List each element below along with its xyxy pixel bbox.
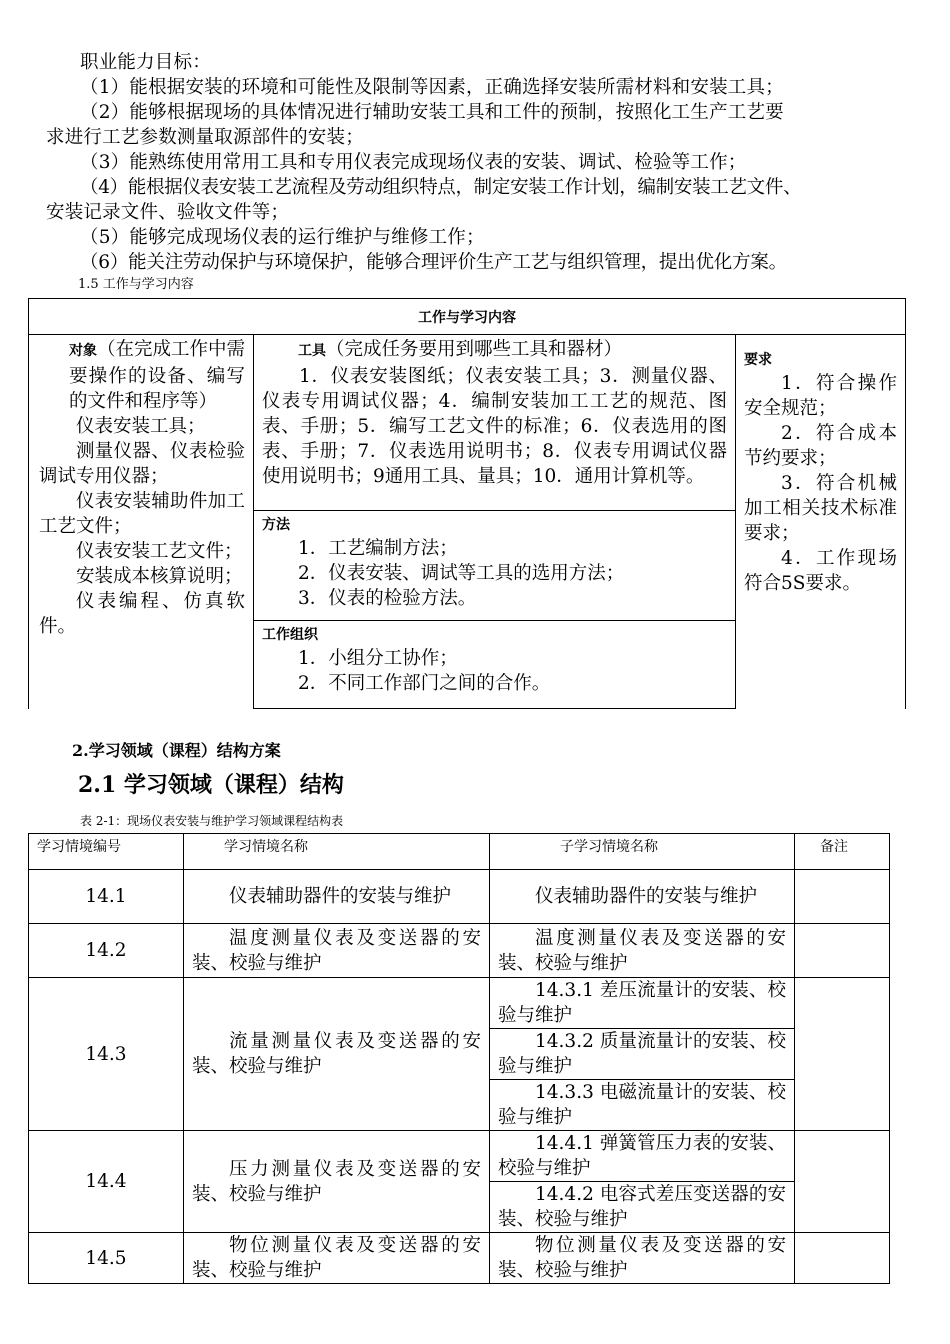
row-id: 14.3 xyxy=(29,978,184,1131)
objective-item-4-cont: 安装记录文件、验收文件等； xyxy=(46,202,290,223)
row-sub: 14.4.2 电容式差压变送器的安装、校验与维护 xyxy=(490,1182,795,1233)
work-learning-header: 工作与学习内容 xyxy=(418,309,516,326)
col-header-id: 学习情境编号 xyxy=(29,834,184,870)
requirement-item-4: 4．工作现场符合5S要求。 xyxy=(744,548,897,594)
row-id: 14.4 xyxy=(29,1131,184,1233)
object-item-2: 测量仪器、仪表检验调试专用仪器； xyxy=(39,441,245,487)
methods-label: 方法 xyxy=(262,517,290,533)
row-id: 14.1 xyxy=(29,870,184,924)
col-header-name: 学习情境名称 xyxy=(184,834,490,870)
object-item-5: 安装成本核算说明； xyxy=(76,566,243,587)
row-note xyxy=(795,924,890,978)
objective-item-4: （4）能根据仪表安装工艺流程及劳动组织特点，制定安装工作计划，编制安装工艺文件、 xyxy=(80,177,802,198)
work-learning-table xyxy=(28,298,906,709)
organization-cell xyxy=(254,621,736,709)
requirement-item-3: 3．符合机械加工相关技术标准要求； xyxy=(744,473,897,544)
section-2-1-heading: 2.1 学习领域（课程）结构 xyxy=(78,772,344,798)
requirement-item-2: 2．符合成本节约要求； xyxy=(744,423,897,469)
organization-item-2: 2．不同工作部门之间的合作。 xyxy=(298,673,551,694)
object-item-1: 仪表安装工具； xyxy=(76,416,206,437)
row-name: 仪表辅助器件的安装与维护 xyxy=(184,870,490,924)
table-row xyxy=(29,978,890,1029)
objective-item-5: （5）能够完成现场仪表的运行维护与维修工作； xyxy=(80,227,485,248)
tools-cell xyxy=(254,335,736,511)
row-id: 14.2 xyxy=(29,924,184,978)
row-note xyxy=(795,978,890,1131)
row-id: 14.5 xyxy=(29,1233,184,1284)
objective-item-3: （3）能熟练使用常用工具和专用仪表完成现场仪表的安装、调试、检验等工作； xyxy=(80,152,747,173)
row-note xyxy=(795,870,890,924)
table-row xyxy=(29,1233,890,1284)
method-item-3: 3．仪表的检验方法。 xyxy=(298,588,477,609)
tools-label: 工具 xyxy=(298,343,326,359)
objectives-title: 职业能力目标： xyxy=(80,52,211,73)
method-item-1: 1．工艺编制方法； xyxy=(298,538,458,559)
row-sub: 14.4.1 弹簧管压力表的安装、校验与维护 xyxy=(490,1131,795,1182)
requirement-item-1: 1．符合操作安全规范； xyxy=(744,373,897,419)
objective-item-2-cont: 求进行工艺参数测量取源部件的安装； xyxy=(46,127,364,148)
row-name: 压力测量仪表及变送器的安装、校验与维护 xyxy=(184,1131,490,1233)
row-sub: 温度测量仪表及变送器的安装、校验与维护 xyxy=(490,924,795,978)
col-header-note: 备注 xyxy=(795,834,890,870)
object-item-3: 仪表安装辅助件加工工艺文件； xyxy=(39,491,245,537)
table-row xyxy=(29,870,890,924)
organization-item-1: 1．小组分工协作； xyxy=(298,648,458,669)
section-2-heading: 2.学习领域（课程）结构方案 xyxy=(72,741,281,760)
table-header-row xyxy=(29,834,890,870)
tools-intro-text: （完成任务要用到哪些工具和器材） xyxy=(326,339,623,360)
tools-intro xyxy=(262,337,727,364)
course-structure-table xyxy=(28,833,890,1284)
row-sub: 物位测量仪表及变送器的安装、校验与维护 xyxy=(490,1233,795,1284)
row-note xyxy=(795,1233,890,1284)
objective-item-1: （1）能根据安装的环境和可能性及限制等因素，正确选择安装所需材料和安装工具； xyxy=(80,77,784,98)
col-header-sub: 子学习情境名称 xyxy=(490,834,795,870)
table-2-1-caption: 表 2-1：现场仪表安装与维护学习领域课程结构表 xyxy=(80,814,344,828)
method-item-2: 2．仪表安装、调试等工具的选用方法； xyxy=(298,563,625,584)
table-row xyxy=(29,924,890,978)
row-note xyxy=(795,1131,890,1233)
object-intro xyxy=(39,337,245,414)
object-cell xyxy=(29,335,254,709)
work-learning-header-cell xyxy=(29,299,906,335)
row-sub: 14.3.1 差压流量计的安装、校验与维护 xyxy=(490,978,795,1029)
objective-item-6: （6）能关注劳动保护与环境保护，能够合理评价生产工艺与组织管理，提出优化方案。 xyxy=(80,252,787,273)
object-item-6: 仪表编程、仿真软件。 xyxy=(39,591,245,637)
table-row xyxy=(29,1131,890,1182)
row-name: 物位测量仪表及变送器的安装、校验与维护 xyxy=(184,1233,490,1284)
requirements-label: 要求 xyxy=(744,352,772,368)
object-item-4: 仪表安装工艺文件； xyxy=(76,541,243,562)
objective-item-2: （2）能够根据现场的具体情况进行辅助安装工具和工件的预制，按照化工生产工艺要 xyxy=(80,102,784,123)
row-sub: 14.3.3 电磁流量计的安装、校验与维护 xyxy=(490,1080,795,1131)
row-sub: 14.3.2 质量流量计的安装、校验与维护 xyxy=(490,1029,795,1080)
row-sub: 仪表辅助器件的安装与维护 xyxy=(490,870,795,924)
object-label: 对象 xyxy=(69,343,97,359)
methods-cell xyxy=(254,511,736,621)
section-caption-1-5: 1.5 工作与学习内容 xyxy=(78,277,194,292)
row-name: 流量测量仪表及变送器的安装、校验与维护 xyxy=(184,978,490,1131)
row-name: 温度测量仪表及变送器的安装、校验与维护 xyxy=(184,924,490,978)
tools-text: 1．仪表安装图纸；仪表安装工具；3．测量仪器、仪表专用调试仪器；4．编制安装加工工艺的规范、图表、手册；5．编写工艺文件的标准；6．仪表选用的图表、手册；7．仪表选用说明书；8．仪表专用调试仪器使用说明书；9通用工具、量具；10．通用计算机等。 xyxy=(262,366,727,487)
organization-label: 工作组织 xyxy=(262,627,318,643)
requirements-cell xyxy=(736,335,906,709)
object-intro-text: （在完成工作中需要操作的设备、编写的文件和程序等） xyxy=(69,339,246,412)
